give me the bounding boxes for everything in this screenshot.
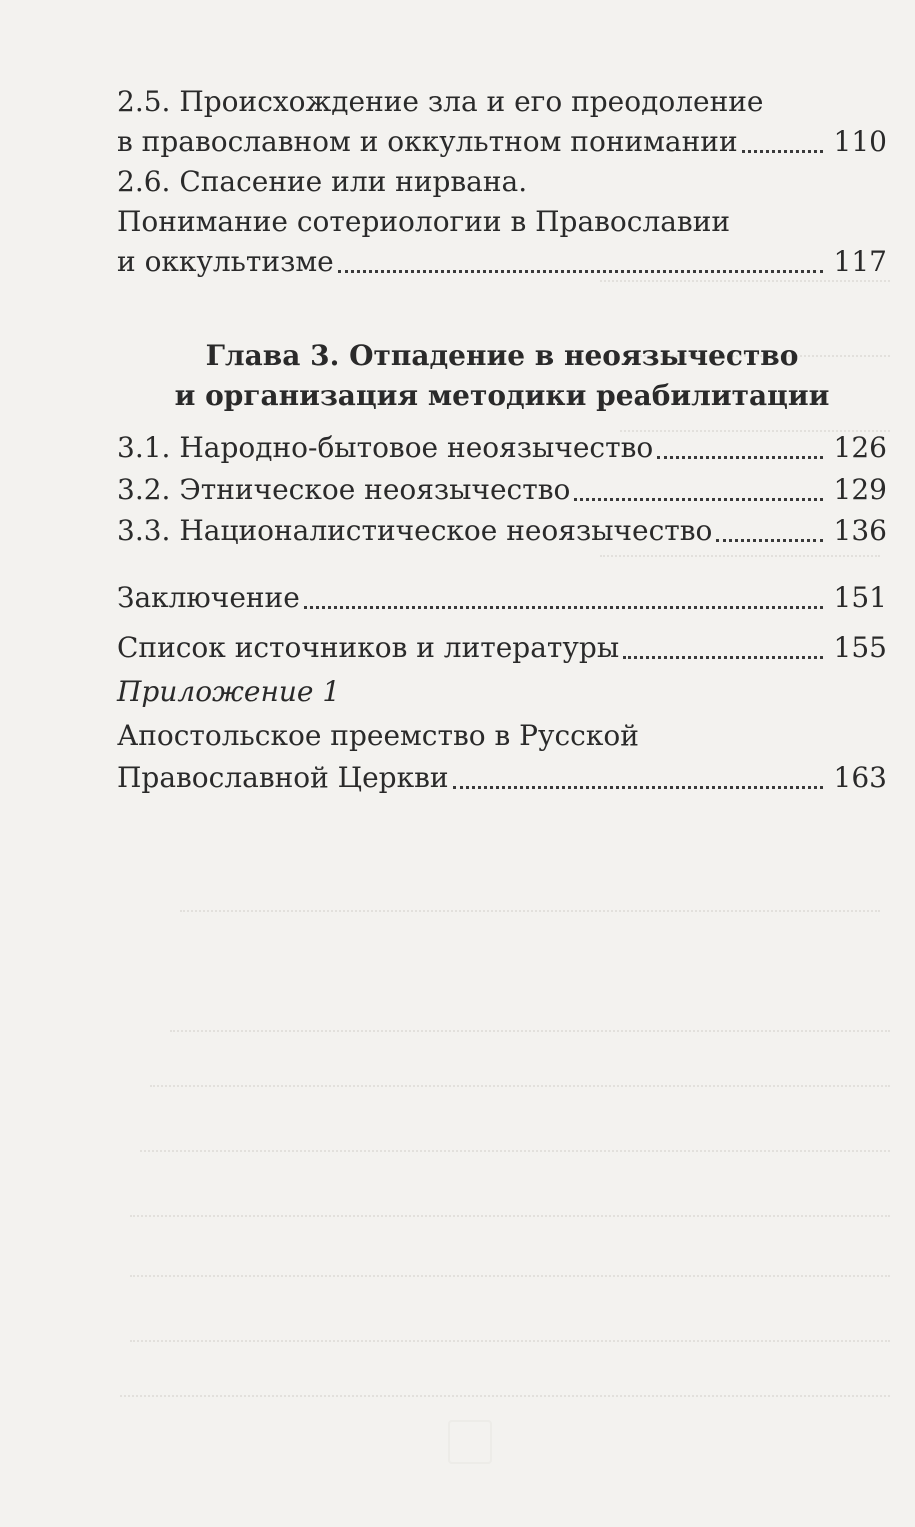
toc-entry-3-2 (117, 470, 887, 510)
toc-entry-2-5 (117, 122, 887, 162)
toc-entry-title: 3.3. Националистическое неоязычество (117, 514, 713, 547)
page-number: 163 (833, 761, 887, 794)
toc-entry-title: 3.2. Этническое неоязычество (117, 473, 571, 506)
page-number: 126 (833, 431, 887, 464)
dot-leader (304, 605, 823, 609)
toc-entry-sources (117, 628, 887, 668)
page-number-bleed-through (448, 1420, 492, 1464)
page-number: 155 (833, 631, 887, 664)
toc-entry-2-5-line2: в православном и оккультном понимании (117, 125, 738, 158)
dot-leader (716, 538, 823, 542)
dot-leader (657, 455, 823, 459)
toc-entry-2-5-line1: 2.5. Происхождение зла и его преодоление (117, 85, 764, 118)
toc-entry-2-6-line2: Понимание сотериологии в Православии (117, 205, 731, 238)
toc-entry-appendix-1 (117, 758, 887, 798)
toc-entry-3-1 (117, 428, 887, 468)
toc-entry-title: Список источников и литературы (117, 631, 620, 664)
toc-entry-conclusion (117, 578, 887, 618)
toc-entry-2-6-line1: 2.6. Спасение или нирвана. (117, 165, 528, 198)
dot-leader (453, 785, 823, 789)
dot-leader (574, 497, 823, 501)
toc-appendix-label: Приложение 1 (117, 675, 341, 708)
chapter-3-heading-line1: Глава 3. Отпадение в неоязычество (205, 339, 799, 372)
dot-leader (623, 655, 823, 659)
toc-entry-title: 3.1. Народно-бытовое неоязычество (117, 431, 654, 464)
page-number: 117 (833, 245, 887, 278)
chapter-3-heading-line2: и организация методики реабилитации (174, 379, 830, 412)
page-number: 151 (833, 581, 887, 614)
toc-appendix-line2: Православной Церкви (117, 761, 449, 794)
page-number: 129 (833, 473, 887, 506)
page-number: 136 (833, 514, 887, 547)
page-number: 110 (833, 125, 887, 158)
toc-entry-title: Заключение (117, 581, 300, 614)
dot-leader (742, 149, 823, 153)
dot-leader (338, 269, 823, 273)
toc-appendix-line1: Апостольское преемство в Русской (117, 719, 639, 752)
toc-entry-2-6-line3: и оккультизме (117, 245, 334, 278)
toc-entry-3-3 (117, 511, 887, 551)
toc-entry-2-6 (117, 242, 887, 282)
